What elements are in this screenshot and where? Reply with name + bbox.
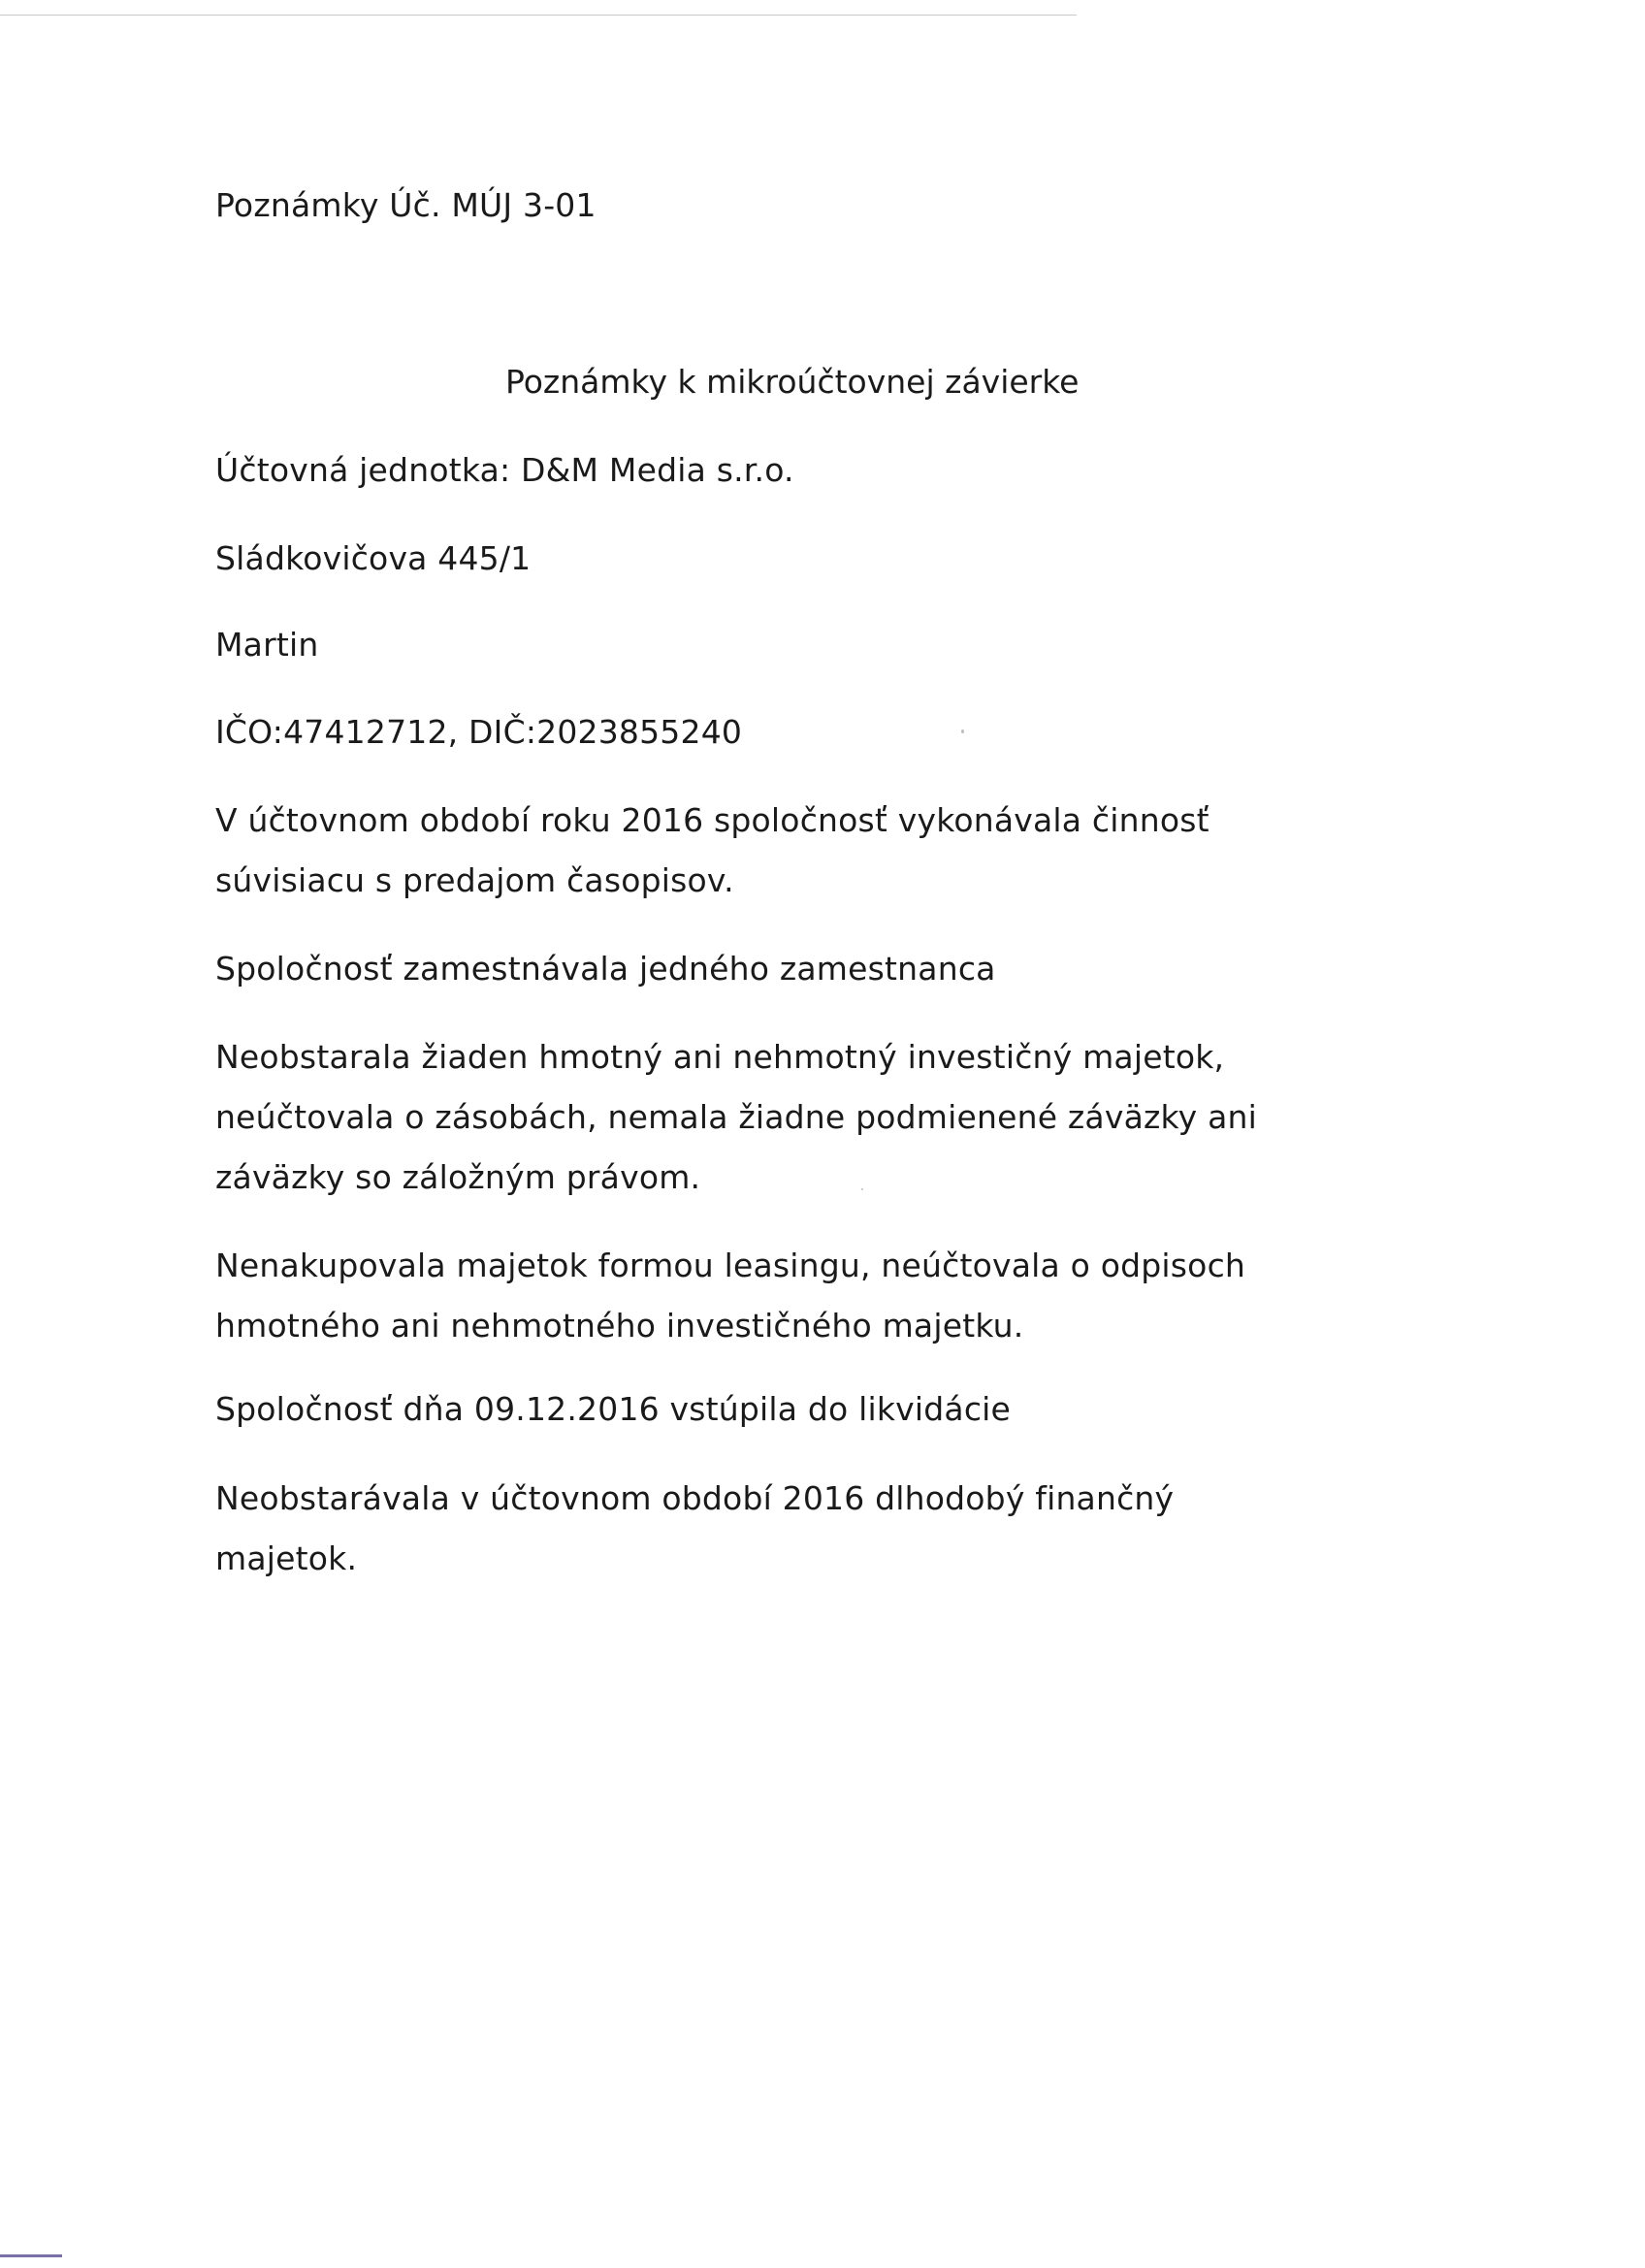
financial-assets-paragraph (215, 1469, 1174, 1589)
assets-line: neúčtovala o zásobách, nemala žiadne podmienené záväzky ani (215, 1098, 1257, 1136)
assets-line: Neobstarala žiaden hmotný ani nehmotný investičný majetok, (215, 1038, 1225, 1076)
entity-street: Sládkovičova 445/1 (215, 539, 532, 577)
activity-line: súvisiacu s predajom časopisov. (215, 861, 734, 899)
scan-corner-mark (0, 2254, 62, 2257)
employees-paragraph: Spoločnosť zamestnávala jedného zamestnanca (215, 950, 996, 988)
financial-assets-line: majetok. (215, 1539, 358, 1577)
document-title: Poznámky k mikroúčtovnej závierke (505, 363, 1080, 401)
entity-ids: IČO:47412712, DIČ:2023855240 (215, 713, 743, 751)
assets-paragraph (215, 1027, 1257, 1208)
scan-speck (961, 729, 964, 733)
financial-assets-line: Neobstarávala v účtovnom období 2016 dlhodobý finančný (215, 1479, 1175, 1517)
scan-edge-line (0, 15, 1077, 16)
liquidation-paragraph: Spoločnosť dňa 09.12.2016 vstúpila do likvidácie (215, 1390, 1012, 1428)
activity-paragraph (215, 791, 1210, 911)
form-reference: Poznámky Úč. MÚJ 3-01 (215, 186, 597, 224)
leasing-line: hmotného ani nehmotného investičného majetku. (215, 1307, 1024, 1345)
leasing-paragraph (215, 1236, 1245, 1356)
entity-city: Martin (215, 626, 319, 664)
leasing-line: Nenakupovala majetok formou leasingu, neúčtovala o odpisoch (215, 1247, 1246, 1284)
entity-name: Účtovná jednotka: D&M Media s.r.o. (215, 451, 794, 489)
activity-line: V účtovnom období roku 2016 spoločnosť vykonávala činnosť (215, 801, 1210, 839)
assets-line: záväzky so záložným právom. (215, 1158, 701, 1196)
